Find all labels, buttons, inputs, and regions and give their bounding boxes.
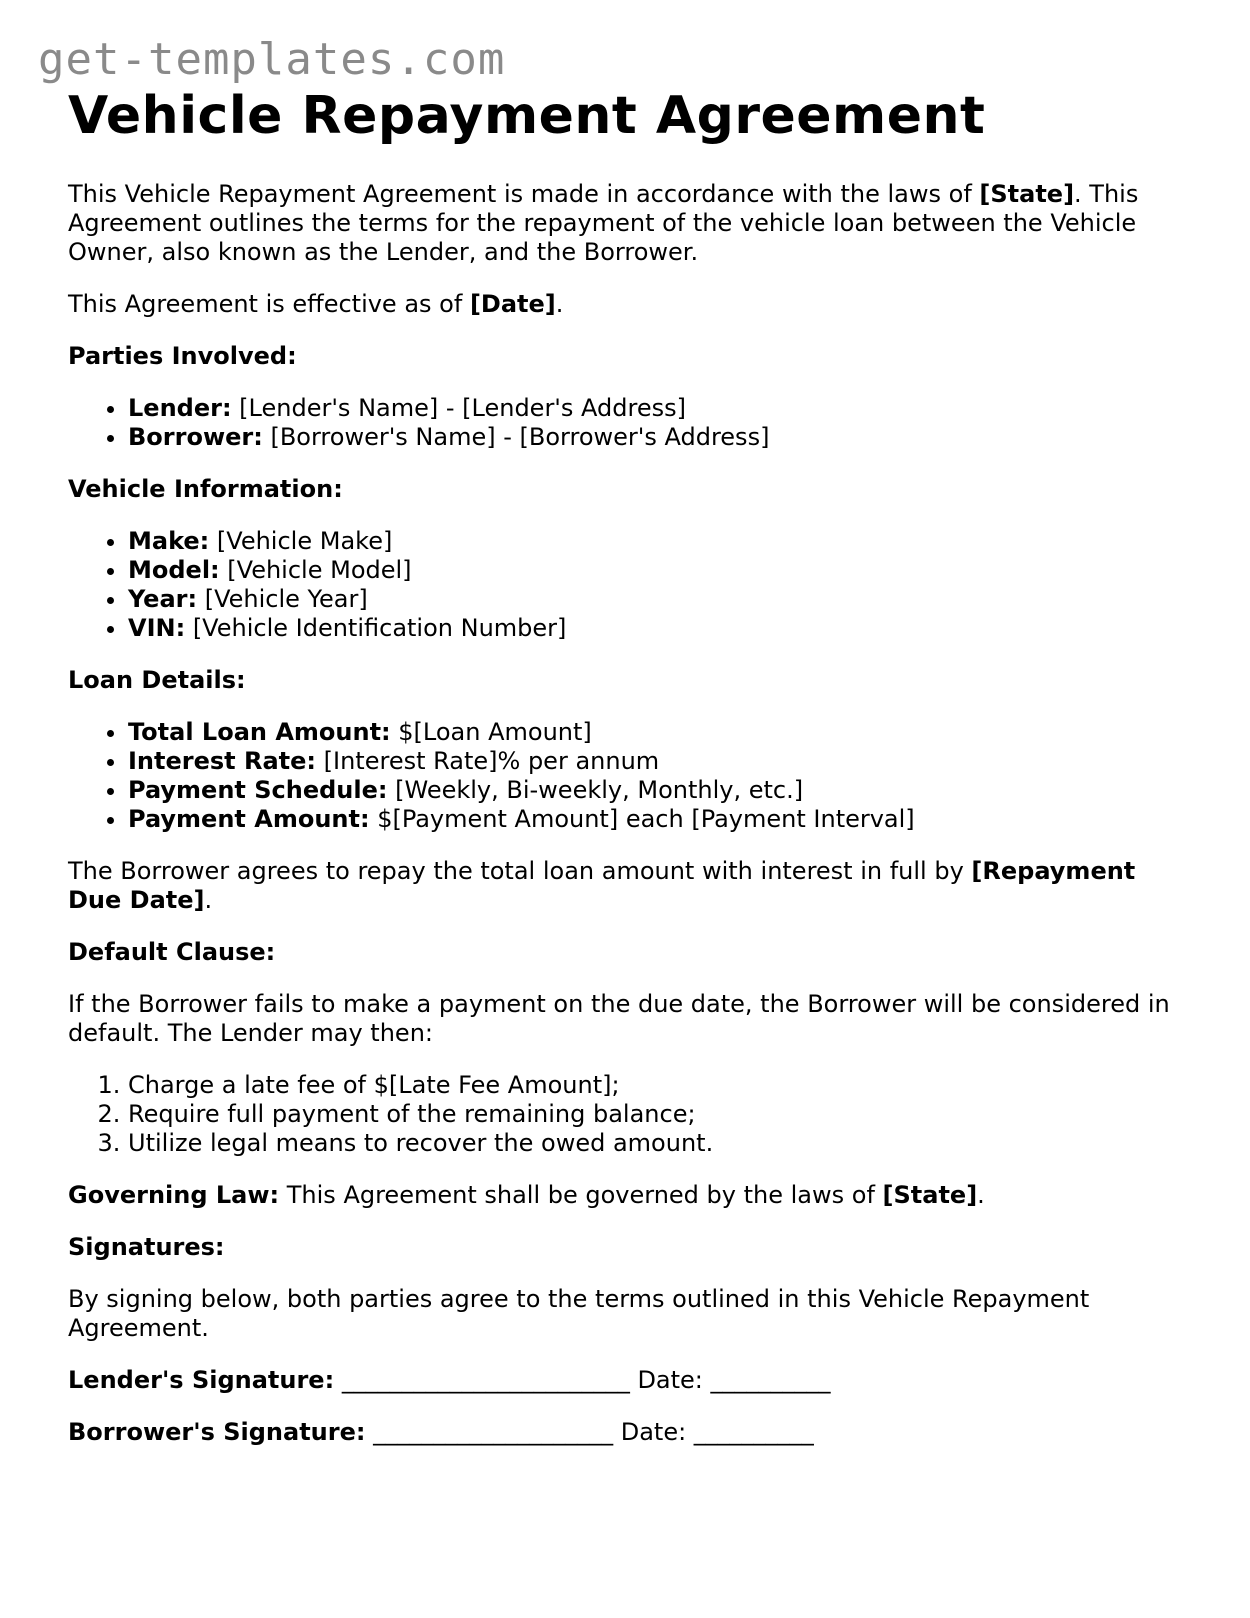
list-item: • Payment Amount: $[Payment Amount] each [Payment Interval] (128, 805, 1180, 834)
loan-heading: Loan Details: (68, 666, 246, 694)
borrower-signature-line: Borrower's Signature: ____________________ Date: __________ (68, 1418, 814, 1446)
vehicle-heading: Vehicle Information: (68, 475, 343, 503)
watermark: get-templates.com (38, 34, 506, 85)
list-item: • Interest Rate: [Interest Rate]% per annum (128, 747, 1180, 776)
list-item: 1. Charge a late fee of $[Late Fee Amount]; (128, 1071, 1180, 1100)
default-clause-paragraph: If the Borrower fails to make a payment on the due date, the Borrower will be considered in default. The Lender may then: (68, 990, 1170, 1047)
intro-paragraph: This Vehicle Repayment Agreement is made in accordance with the laws of [State]. This Agreement outlines the terms for the repayment of the vehicle loan between the Vehicle Owner, also known as the Lender, and the Borrower. (68, 180, 1139, 266)
vehicle-list (68, 527, 1180, 643)
document (68, 86, 1180, 1470)
repayment-paragraph: The Borrower agrees to repay the total loan amount with interest in full by [Repayment Due Date]. (68, 857, 1136, 914)
signatures-heading: Signatures: (68, 1233, 225, 1261)
list-item: • Borrower: [Borrower's Name] - [Borrower's Address] (128, 423, 1180, 452)
list-item: • VIN: [Vehicle Identification Number] (128, 614, 1180, 643)
document-title: Vehicle Repayment Agreement (68, 86, 986, 146)
parties-list (68, 394, 1180, 452)
list-item: • Make: [Vehicle Make] (128, 527, 1180, 556)
list-item: 2. Require full payment of the remaining balance; (128, 1100, 1180, 1129)
list-item: • Model: [Vehicle Model] (128, 556, 1180, 585)
list-item: • Total Loan Amount: $[Loan Amount] (128, 718, 1180, 747)
default-remedies-list (68, 1071, 1180, 1158)
default-clause-heading: Default Clause: (68, 938, 276, 966)
lender-signature-line: Lender's Signature: ________________________ Date: __________ (68, 1366, 831, 1394)
parties-heading: Parties Involved: (68, 342, 297, 370)
signatures-paragraph: By signing below, both parties agree to the terms outlined in this Vehicle Repayment Agreement. (68, 1285, 1090, 1342)
governing-law-paragraph: Governing Law: This Agreement shall be governed by the laws of [State]. (68, 1181, 985, 1209)
list-item: • Payment Schedule: [Weekly, Bi-weekly, Monthly, etc.] (128, 776, 1180, 805)
loan-list (68, 718, 1180, 834)
list-item: • Year: [Vehicle Year] (128, 585, 1180, 614)
list-item: 3. Utilize legal means to recover the owed amount. (128, 1129, 1180, 1158)
effective-date-paragraph: This Agreement is effective as of [Date]. (68, 290, 564, 318)
list-item: • Lender: [Lender's Name] - [Lender's Address] (128, 394, 1180, 423)
